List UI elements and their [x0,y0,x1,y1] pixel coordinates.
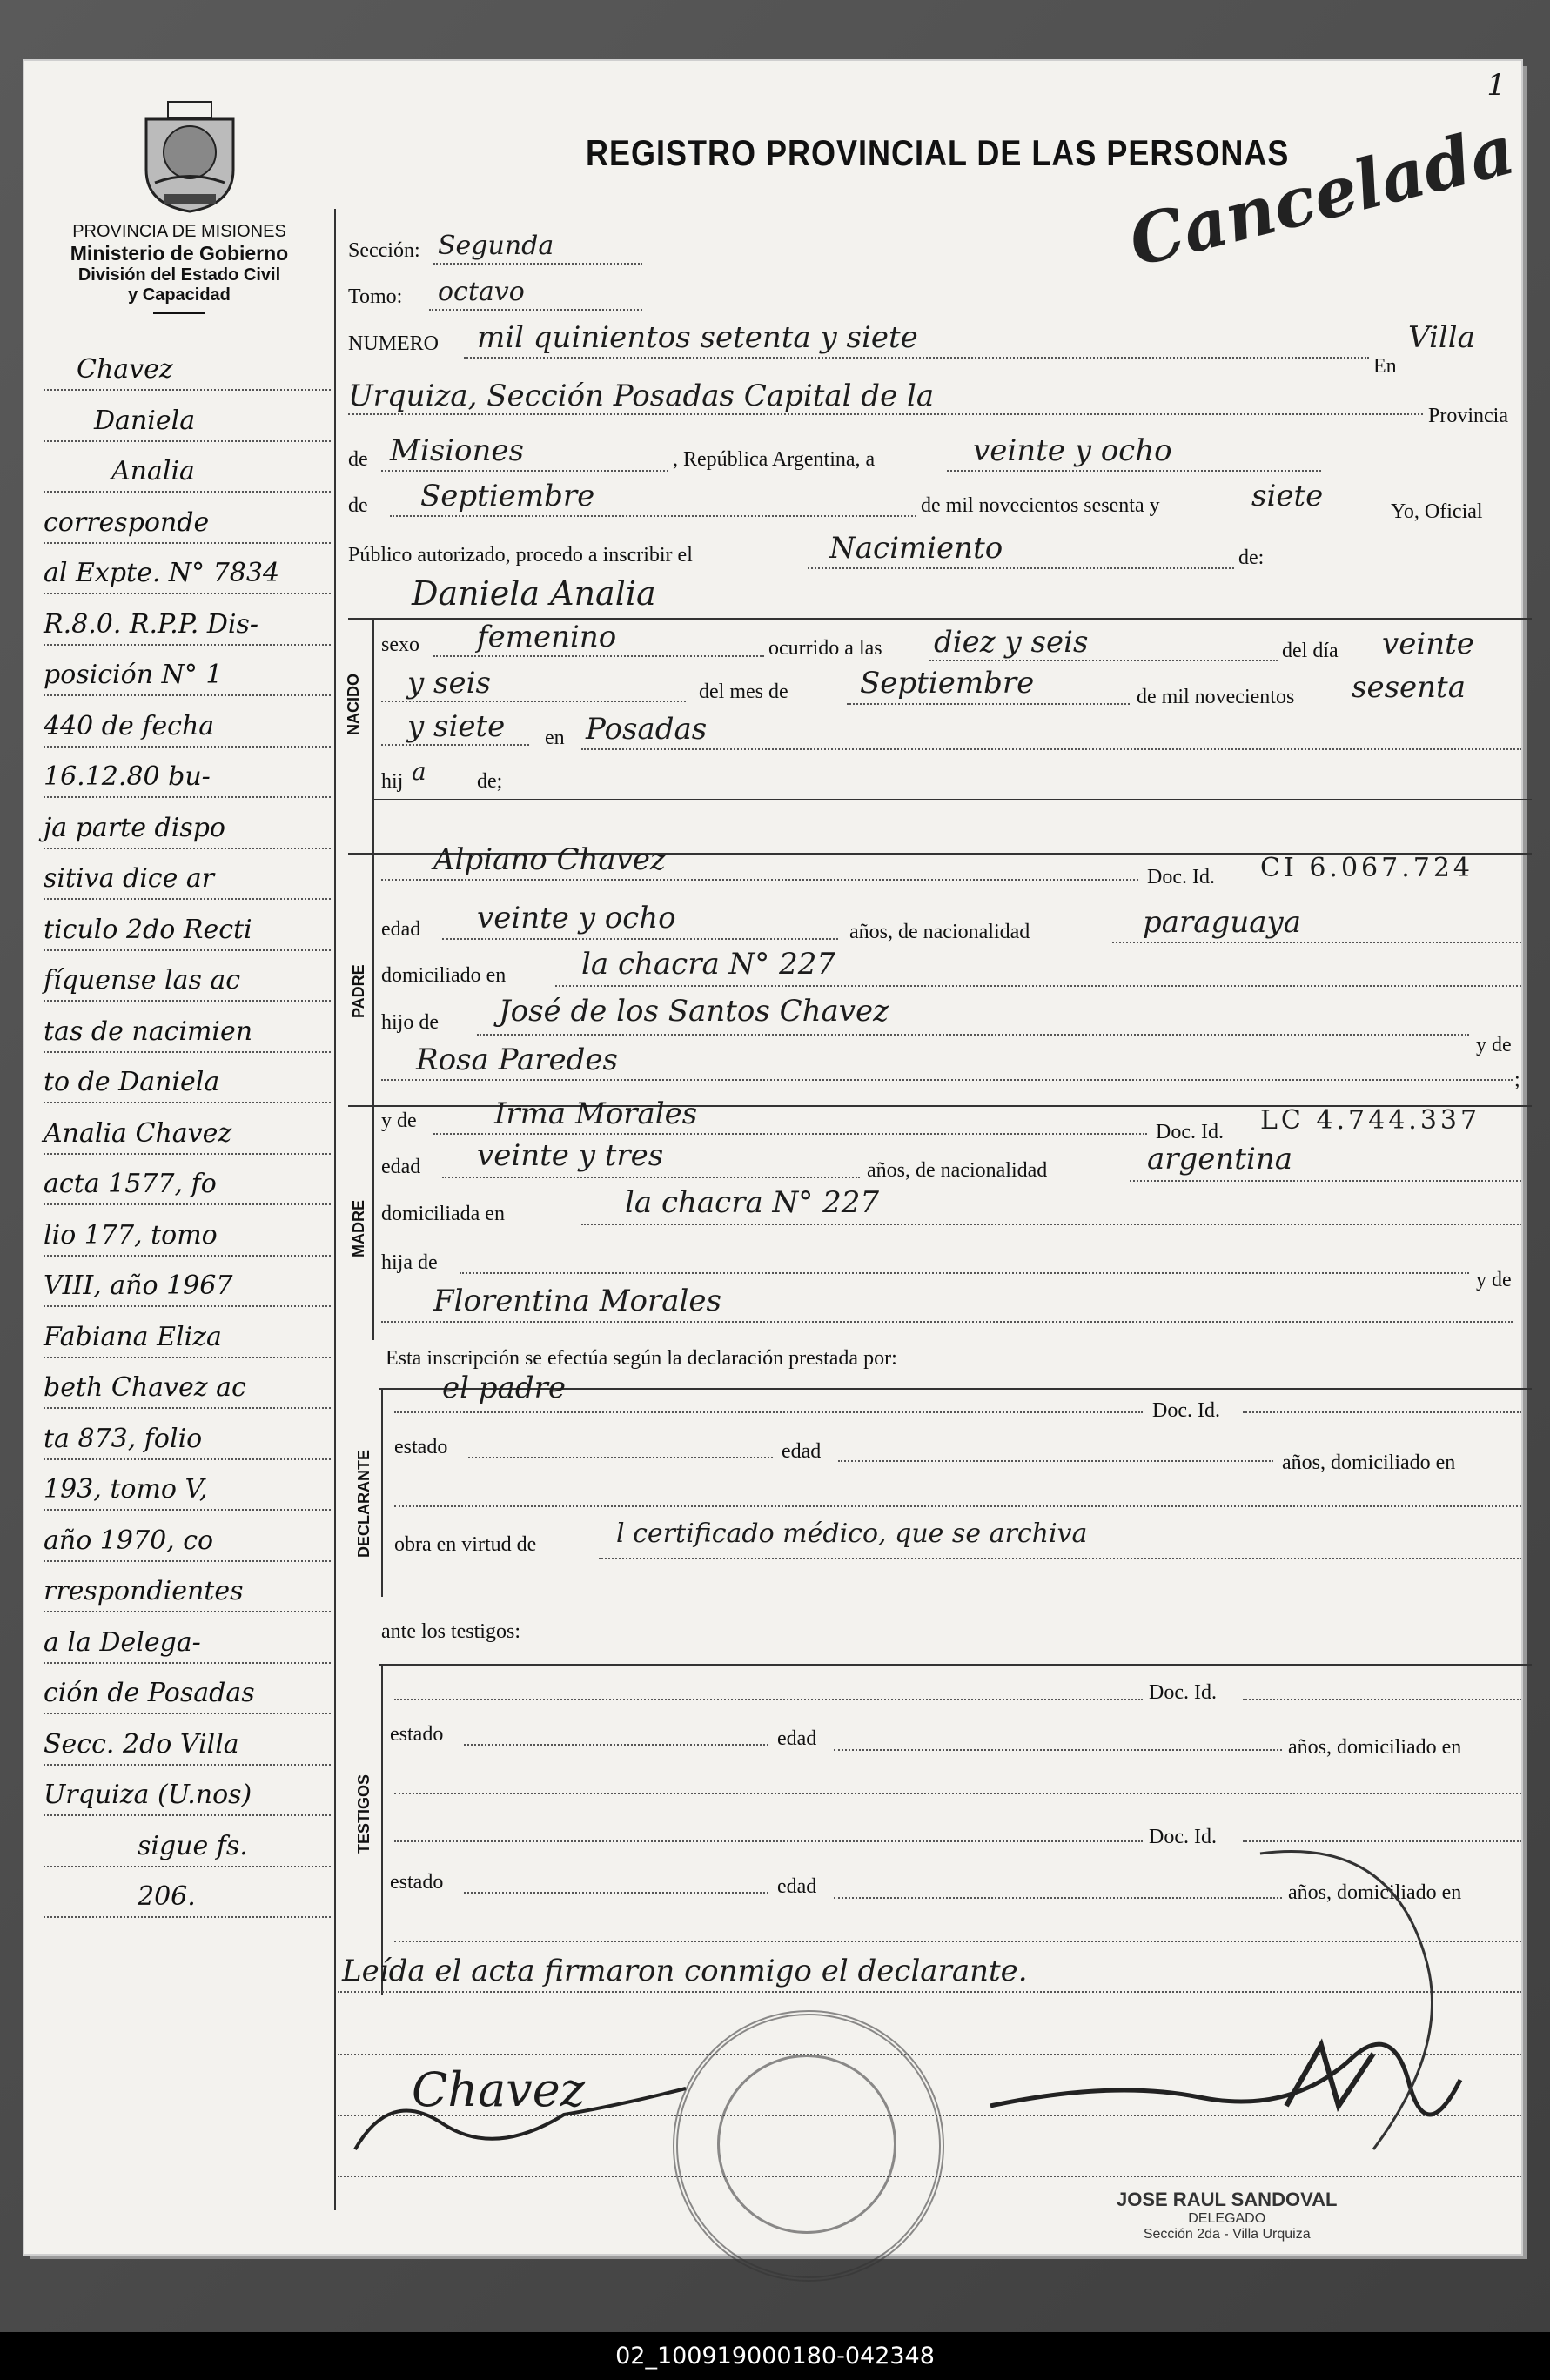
margin-note-line: Daniela [94,405,196,436]
testigo1-edad-dots [834,1749,1282,1751]
margin-note-line: rrespondientes [44,1576,244,1606]
madre-madre-dots [381,1321,1513,1323]
testigos-top-rule [379,1664,1532,1666]
madre-doc-label: Doc. Id. [1156,1121,1224,1143]
madre-dom-dots [581,1224,1521,1225]
stamp-role: DELEGADO [1188,2211,1266,2226]
testigos-divider [381,1664,383,1995]
nacido-inner-rule [372,799,1532,800]
declarante-estado-dots [468,1457,773,1458]
sexo-dots [433,655,764,657]
declarante-edad-dots [838,1460,1273,1462]
margin-note-line: fíquense las ac [44,965,241,996]
cancelled-stamp: Cancelada [1121,110,1523,283]
margin-note-line: acta 1577, fo [44,1169,217,1199]
declarante-dom-label: años, domiciliado en [1282,1451,1456,1474]
testigo1-nombre-dots [394,1699,1143,1700]
padre-dom-label: domiciliado en [381,964,507,987]
provincia-label: Provincia [1428,405,1508,427]
margin-note-line: Analia [111,456,195,486]
testigo2-estado-label: estado [390,1871,444,1894]
margin-note-line: to de Daniela [44,1067,220,1097]
margin-note-line: tas de nacimien [44,1016,253,1047]
margin-note-rule [44,1051,331,1053]
padre-doc-value: CI 6.067.724 [1260,853,1474,883]
mes-nacido-dots [847,703,1130,705]
margin-note-line: Secc. 2do Villa [44,1728,239,1760]
hora-dots [929,660,1278,661]
anio-value: siete [1251,479,1324,513]
madre-hija-dots [460,1272,1469,1274]
de-label: de [348,448,368,471]
margin-note-rule [44,898,331,900]
margin-note-line: ja parte dispo [44,812,225,843]
madre-divider [372,1105,374,1340]
margin-note-rule [44,1357,331,1358]
madre-yde2-label: y de [1476,1269,1512,1291]
madre-doc-value: LC 4.744.337 [1260,1105,1481,1136]
place-dots [348,413,1423,415]
declarante-obra-label: obra en virtud de [394,1533,537,1556]
padre-semicolon: ; [1514,1069,1520,1091]
madre-yde-label: y de [381,1110,417,1132]
margin-note-rule [44,1407,331,1409]
margin-note-rule [44,1203,331,1205]
margin-note-line: año 1970, co [44,1525,214,1556]
margin-note-line: 193, tomo V, [44,1474,208,1505]
margin-note-rule [44,1509,331,1511]
margin-note-line: ción de Posadas [44,1678,255,1708]
margin-note-line: sitiva dice ar [44,863,215,894]
margin-note-line: posición N° 1 [44,660,223,690]
margin-note-rule [44,542,331,544]
margin-note-line: Urquiza (U.nos) [44,1780,252,1810]
declarante-edad-label: edad [782,1440,822,1463]
numero-value: mil quinientos setenta y siete [477,320,918,355]
nacido-side-label: NACIDO [345,674,362,735]
seccion-value: Segunda [438,231,554,261]
yo-label: Yo, Oficial [1391,500,1483,523]
padre-edad-label: edad [381,918,421,941]
padre-hijo-label: hijo de [381,1011,439,1034]
testigo1-doc-dots [1243,1699,1521,1700]
margin-note-line: Analia Chavez [44,1117,232,1149]
padre-side-label: PADRE [350,964,367,1018]
official-name-stamp [1117,2189,1337,2243]
signature-left-flourish-icon [338,2054,703,2193]
sexo-value: femenino [477,620,617,654]
margin-note-line: R.8.0. R.P.P. Dis- [44,608,259,640]
padre-nac-value: paraguaya [1143,905,1301,940]
del-dia-label: del día [1282,640,1339,662]
padre-madre-dots [381,1079,1513,1081]
margin-note-line: ta 873, folio [44,1423,203,1454]
seccion-label: Sección: [348,239,420,262]
margin-note-rule [44,848,331,849]
padre-edad-value: veinte y ocho [477,901,676,935]
margin-note-line: VIII, año 1967 [44,1270,233,1301]
dia-dots [947,470,1321,472]
dia-nacido-value-2: y seis [407,666,491,701]
madre-dom-label: domiciliada en [381,1203,505,1225]
en-value: Villa [1408,320,1475,355]
document-title: REGISTRO PROVINCIAL DE LAS PERSONAS [586,131,1290,173]
del-mes-label: del mes de [699,680,788,703]
testigo1-blank-dots [394,1793,1521,1794]
declarante-blank-dots [394,1505,1521,1507]
margin-note-rule [44,389,331,391]
madre-nac-dots [1130,1180,1521,1182]
hij-value: a [412,757,426,786]
madre-hija-label: hija de [381,1251,438,1274]
lugar-dots [581,748,1521,750]
madre-nac-value: argentina [1147,1142,1293,1177]
testigo2-doc-label: Doc. Id. [1149,1826,1217,1848]
padre-nombre-dots [381,879,1138,881]
margin-note-rule [44,1255,331,1257]
padre-hijo-dots [477,1034,1469,1036]
margin-note-rule [44,1305,331,1307]
margin-note-line: 16.12.80 bu- [44,761,211,792]
padre-madre-value: Rosa Paredes [416,1043,618,1077]
provincia-value: Misiones [390,433,524,468]
madre-nac-label: años, de nacionalidad [867,1159,1048,1182]
margin-note-rule [44,1866,331,1867]
testigo1-dom-label: años, domiciliado en [1288,1736,1462,1759]
tomo-label: Tomo: [348,285,403,308]
padre-dom-value: la chacra N° 227 [581,947,835,982]
margin-note-rule [44,796,331,798]
mil-label: de mil novecientos sesenta y [921,494,1160,517]
margin-note-line: corresponde [44,506,210,538]
madre-edad-value: veinte y tres [477,1138,664,1173]
anio-nacido-value: sesenta [1352,670,1466,705]
margin-note-rule [44,1713,331,1714]
declarante-nombre: el padre [442,1371,566,1405]
province-shield-icon [138,100,242,213]
de3-label: de: [1238,546,1265,569]
signature-right-icon [973,1819,1495,2184]
tomo-dots [429,309,642,311]
madre-side-label: MADRE [350,1200,367,1257]
declarante-obra-value: l certificado médico, que se archiva [616,1519,1088,1549]
numero-label: NUMERO [348,332,440,355]
margin-note-line: a la Delega- [44,1626,201,1658]
provincia-dots [381,470,668,472]
anio-nacido-value-2: y siete [407,709,506,744]
padre-divider [372,853,374,1105]
republica-label: , República Argentina, a [673,448,876,471]
acto-dots [808,567,1234,569]
stamp-name: JOSE RAUL SANDOVAL [1117,2189,1338,2210]
declarante-divider [381,1388,383,1597]
padre-nac-dots [1112,942,1521,943]
margin-note-line: Fabiana Eliza [44,1321,222,1352]
declarante-obra-dots [599,1558,1521,1559]
margin-note-line: ticulo 2do Recti [44,914,252,945]
testigo1-doc-label: Doc. Id. [1149,1681,1217,1704]
dia2-dots [381,701,686,702]
signature-left: Chavez [412,2062,586,2117]
page-number: 1 [1486,68,1506,103]
margin-note-rule [44,1916,331,1918]
declarante-estado-label: estado [394,1436,448,1458]
testigo2-dom-label: años, domiciliado en [1288,1881,1462,1904]
padre-dom-dots [555,985,1521,987]
hij-de-label: de; [477,770,503,793]
org-ministry: Ministerio de Gobierno [70,242,289,265]
padre-edad-dots [442,938,838,940]
testigo1-estado-dots [464,1744,768,1746]
official-round-seal-icon [673,2010,944,2282]
testigo1-edad-label: edad [777,1727,817,1750]
mil-nacido-label: de mil novecientos [1137,686,1295,708]
padre-doc-label: Doc. Id. [1147,866,1215,888]
stamp-section: Sección 2da - Villa Urquiza [1143,2227,1311,2242]
declarante-intro: Esta inscripción se efectúa según la declaración prestada por: [386,1347,897,1370]
de2-label: de [348,494,368,517]
tomo-value: octavo [438,277,525,307]
sexo-label: sexo [381,634,419,656]
margin-note-rule [44,1814,331,1816]
org-underline [153,312,205,314]
testigo2-edad-label: edad [777,1875,817,1898]
anio2-dots [381,744,529,746]
margin-note-rule [44,1560,331,1562]
mes-value: Septiembre [420,479,595,513]
acto-value: Nacimiento [829,531,1003,566]
margin-note-rule [44,440,331,442]
margin-note-rule [44,746,331,748]
margin-note-line: sigue fs. [138,1830,248,1861]
nombre-nacido: Daniela Analia [412,574,656,613]
lugar-value: Posadas [586,712,708,747]
publico-label: Público autorizado, procedo a inscribir el [348,544,693,567]
madre-nombre: Irma Morales [494,1096,698,1131]
margin-note-rule [44,694,331,696]
margin-note-line: 440 de fecha [44,710,215,741]
madre-edad-dots [442,1177,860,1178]
margin-note-rule [44,949,331,951]
margin-note-rule [44,1764,331,1766]
seccion-dots [433,263,642,265]
margin-note-rule [44,1102,331,1103]
testigo1-estado-label: estado [390,1723,444,1746]
margin-note-rule [44,1611,331,1612]
margin-note-rule [44,593,331,594]
closing-text: Leída el acta firmaron conmigo el declarante. [342,1954,1028,1988]
ocurrido-label: ocurrido a las [768,637,882,660]
numero-dots [464,357,1369,359]
dia-value: veinte y ocho [973,433,1172,468]
margin-note-line: beth Chavez ac [44,1372,246,1403]
madre-dom-value: la chacra N° 227 [625,1185,879,1220]
en-label: En [1373,355,1397,378]
place-line: Urquiza, Sección Posadas Capital de la [348,379,935,413]
margin-note-rule [44,644,331,646]
declarante-nombre-dots [394,1411,1143,1413]
document-page [24,61,1521,2254]
declarante-side-label: DECLARANTE [355,1450,372,1558]
declarante-doc-dots [1243,1411,1521,1413]
hora-value: diez y seis [934,625,1089,660]
declarante-doc-label: Doc. Id. [1152,1399,1220,1422]
testigos-intro: ante los testigos: [381,1620,520,1643]
margin-note-line: al Expte. N° 7834 [44,558,280,588]
margin-note-rule [44,1153,331,1155]
hij-label: hij [381,770,404,793]
nacido-divider [372,618,374,853]
margin-note-line: 206. [138,1881,196,1912]
en-nacido-label: en [545,727,565,749]
margin-note-line: Chavez [77,354,173,385]
madre-madre-value: Florentina Morales [433,1284,721,1318]
testigo2-estado-dots [464,1892,768,1894]
padre-yde-label: y de [1476,1034,1512,1056]
padre-nombre: Alpiano Chavez [433,842,666,877]
madre-nombre-dots [433,1133,1147,1135]
image-id-footer: 02_100919000180-042348 [0,2332,1550,2380]
margin-note-rule [44,1662,331,1664]
org-capacity: y Capacidad [128,285,231,305]
margin-note-rule [44,491,331,493]
testigos-side-label: TESTIGOS [355,1773,372,1854]
dia-nacido-value: veinte [1382,627,1474,661]
padre-nac-label: años, de nacionalidad [849,921,1030,943]
margin-note-line: lio 177, tomo [44,1219,218,1250]
issuing-organization [31,222,327,314]
org-division: División del Estado Civil [77,265,281,285]
madre-edad-label: edad [381,1156,421,1178]
mes-dots [390,515,916,517]
margin-note-rule [44,1000,331,1002]
padre-hijo-value: José de los Santos Chavez [499,994,889,1029]
margin-note-rule [44,1458,331,1460]
org-province: PROVINCIA DE MISIONES [72,222,286,241]
mes-nacido-value: Septiembre [860,666,1035,701]
